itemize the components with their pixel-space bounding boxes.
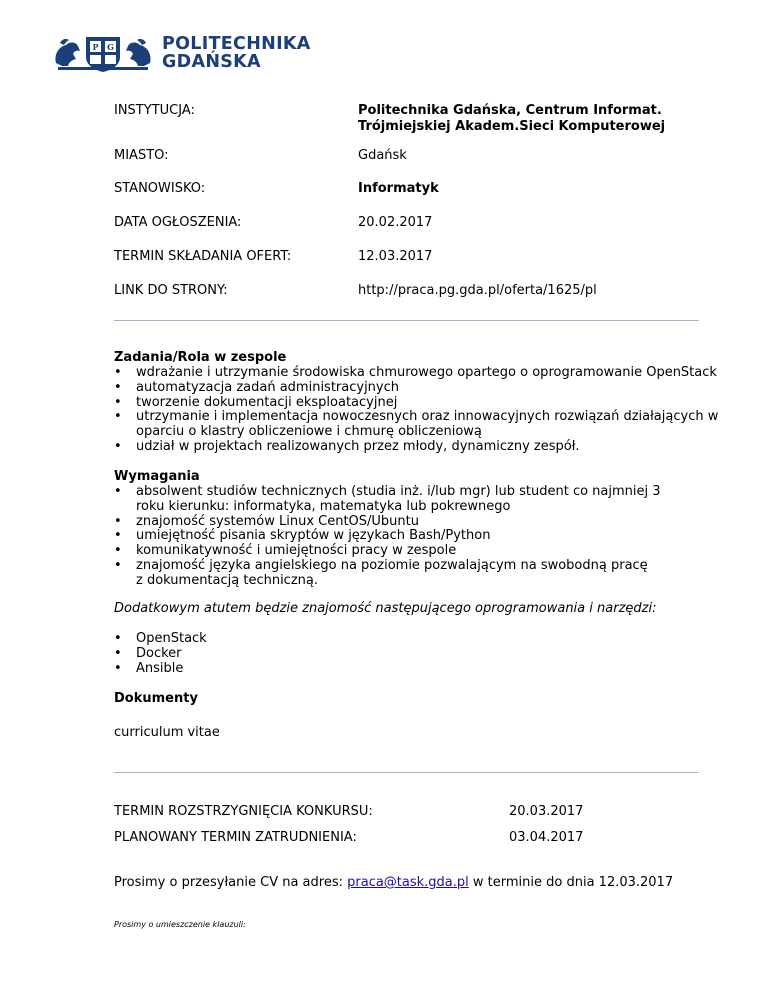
extra-section	[114, 601, 734, 676]
documents-text: curriculum vitae	[114, 725, 220, 740]
info-label: MIASTO:	[114, 148, 169, 163]
list-item: • znajomość systemów Linux CentOS/Ubuntu	[114, 515, 674, 530]
requirements-list	[114, 485, 674, 589]
list-item: • komunikatywność i umiejętności pracy w zespole	[114, 544, 674, 559]
cv-suffix: w terminie do dnia 12.03.2017	[468, 875, 674, 890]
svg-text:G: G	[107, 42, 114, 52]
list-item: • znajomość języka angielskiego na poziomie pozwalającym na swobodną pracę z dokumentacją techniczną.	[114, 559, 656, 589]
section-heading: Dokumenty	[114, 691, 198, 706]
tasks-section	[114, 350, 734, 455]
date-label: TERMIN ROZSTRZYGNIĘCIA KONKURSU:	[114, 804, 373, 819]
crest-emblem-icon	[52, 33, 154, 73]
list-item: • umiejętność pisania skryptów w językach Bash/Python	[114, 529, 674, 544]
svg-text:P: P	[92, 42, 99, 52]
info-value	[358, 103, 738, 135]
info-label: TERMIN SKŁADANIA OFERT:	[114, 249, 292, 264]
divider	[114, 772, 699, 773]
list-item: • udział w projektach realizowanych przez młody, dynamiczny zespół.	[114, 440, 734, 455]
logo-wordmark	[162, 35, 311, 71]
documents-section	[114, 691, 734, 740]
logo-line-2: GDAŃSKA	[162, 52, 261, 72]
section-heading: Wymagania	[114, 469, 200, 484]
cv-prefix: Prosimy o przesyłanie CV na adres:	[114, 875, 348, 890]
info-value-line: Trójmiejskiej Akadem.Sieci Komputerowej	[358, 119, 666, 134]
list-item: • utrzymanie i implementacja nowoczesnych oraz innowacyjnych rozwiązań działających w oparciu o klastry obliczeniowe i chmurę obliczeniową	[114, 410, 721, 440]
extra-list	[114, 632, 734, 676]
logo-line-1: POLITECHNIKA	[162, 34, 311, 54]
info-label: INSTYTUCJA:	[114, 103, 195, 118]
list-item: • automatyzacja zadań administracyjnych	[114, 381, 734, 396]
list-item: • absolwent studiów technicznych (studia inż. i/lub mgr) lub student co najmniej 3 roku kierunku: informatyka, matematyka lub pokrewnego	[114, 485, 674, 515]
section-heading: Zadania/Rola w zespole	[114, 350, 287, 365]
extra-intro: Dodatkowym atutem będzie znajomość następującego oprogramowania i narzędzi:	[114, 601, 657, 616]
list-item: • Docker	[114, 647, 734, 662]
info-value: Informatyk	[358, 181, 439, 196]
info-label: LINK DO STRONY:	[114, 283, 228, 298]
info-value: Gdańsk	[358, 148, 407, 163]
date-value: 20.03.2017	[509, 804, 584, 819]
list-item: • OpenStack	[114, 632, 734, 647]
info-value-line: Politechnika Gdańska, Centrum Informat.	[358, 103, 662, 118]
date-label: PLANOWANY TERMIN ZATRUDNIENIA:	[114, 830, 357, 845]
email-link[interactable]: praca@task.gda.pl	[347, 875, 469, 890]
tasks-list	[114, 366, 734, 455]
info-label: DATA OGŁOSZENIA:	[114, 215, 242, 230]
list-item: • tworzenie dokumentacji eksploatacyjnej	[114, 396, 734, 411]
list-item: • wdrażanie i utrzymanie środowiska chmurowego opartego o oprogramowanie OpenStack	[114, 366, 734, 381]
divider	[114, 320, 699, 321]
offer-link[interactable]: http://praca.pg.gda.pl/oferta/1625/pl	[358, 283, 597, 298]
clause-note: Prosimy o umieszczenie klauzuli:	[114, 920, 246, 929]
info-label: STANOWISKO:	[114, 181, 206, 196]
info-value: 12.03.2017	[358, 249, 433, 264]
cv-instruction	[114, 875, 734, 890]
requirements-section	[114, 469, 734, 589]
date-value: 03.04.2017	[509, 830, 584, 845]
info-value: 20.02.2017	[358, 215, 433, 230]
list-item: • Ansible	[114, 662, 734, 677]
